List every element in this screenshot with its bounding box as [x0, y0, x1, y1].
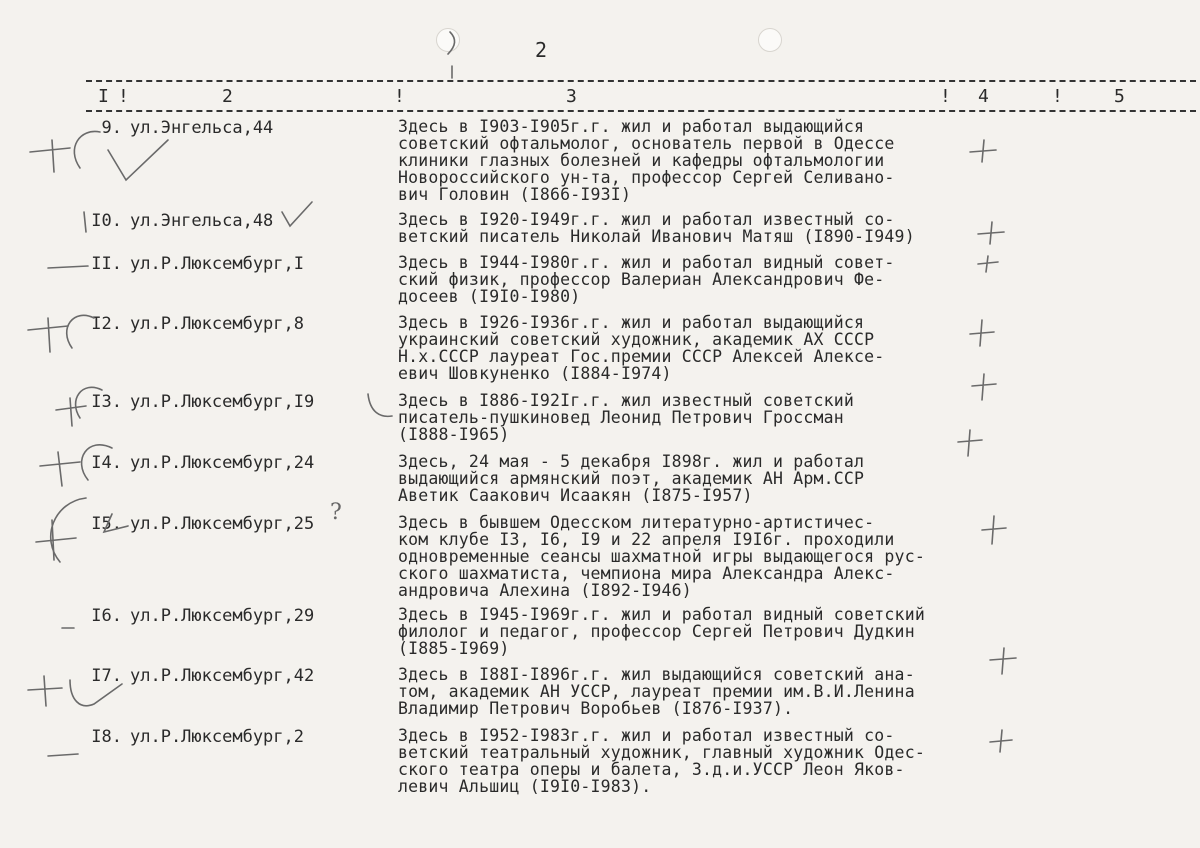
punch-hole-left — [436, 28, 460, 52]
row-number: I4. — [91, 453, 122, 473]
row-description: Здесь в I920-I949г.г. жил и работал известный со- ветский писатель Николай Иванович Матяш (I890-I949) — [398, 210, 915, 246]
dash-mark — [48, 754, 78, 756]
header-separator-4: ! — [1052, 86, 1063, 107]
plus-mark-col4 — [978, 222, 1004, 244]
row-description: Здесь в бывшем Одесском литературно-артистичес- ком клубе I3, I6, I9 и 22 апреля I9I6г. проходили одновременные сеансы шахматной игры выдающегося рус- ского шахматиста, чемпиона мира Александра Алекс- андровича Алехина (I892-I946) — [398, 513, 925, 600]
header-col-2: 2 — [222, 86, 233, 107]
row-description: Здесь в I886-I92Iг.г. жил известный советский писатель-пушкиновед Леонид Петрович Гроссман (I888-I965) — [398, 391, 855, 444]
row-number: I5. — [91, 514, 122, 534]
plus-mark — [40, 452, 80, 486]
plus-mark-col4 — [970, 320, 994, 346]
plus-mark-col4 — [990, 648, 1016, 674]
row-description: Здесь в I952-I983г.г. жил и работал известный со- ветский театральный художник, главный художник Одес- ского театра оперы и балета, З.д.и.УССР Леон Яков- левич Альшиц (I9I0-I983). — [398, 726, 925, 796]
row-description: Здесь в I926-I936г.г. жил и работал выдающийся украинский советский художник, академик АХ СССР Н.х.СССР лауреат Гос.премии СССР Алексей Алексе- евич Шовкуненко (I884-I974) — [398, 313, 885, 383]
plus-mark — [28, 676, 62, 706]
row-number: I0. — [91, 211, 122, 231]
row-number: I8. — [91, 727, 122, 747]
row-number: 9. — [101, 118, 122, 138]
row-address: ул.Р.Люксембург,I9 — [130, 392, 315, 412]
plus-mark-col4 — [982, 516, 1006, 544]
row-number: I6. — [91, 606, 122, 626]
check-mark — [282, 202, 312, 226]
plus-mark — [28, 318, 68, 352]
check-mark — [368, 394, 392, 416]
dash-mark — [48, 266, 88, 268]
row-address: ул.Энгельса,44 — [130, 118, 274, 138]
punch-hole-right — [758, 28, 782, 52]
row-description: Здесь в I903-I905г.г. жил и работал выдающийся советский офтальмолог, основатель первой в Одессе клиники глазных болезней и кафедры офтальмологии Новороссийского ун-та, профессор Сергей Селивано- вич Головин (I866-I93I) — [398, 117, 895, 204]
row-description: Здесь в I945-I969г.г. жил и работал видный советский филолог и педагог, профессор Сергей Петрович Дудкин (I885-I969) — [398, 605, 925, 658]
plus-mark-col4 — [972, 374, 996, 400]
header-col-3: 3 — [566, 86, 577, 107]
page-number: 2 — [535, 38, 548, 62]
row-address: ул.Р.Люксембург,8 — [130, 314, 304, 334]
row-address: ул.Р.Люксембург,25 — [130, 514, 315, 534]
header-separator-1: ! — [118, 86, 129, 107]
plus-mark — [30, 140, 70, 172]
check-mark — [108, 140, 168, 180]
row-number: I7. — [91, 666, 122, 686]
header-rule-bottom — [86, 110, 1196, 112]
plus-mark-col4 — [958, 430, 982, 456]
row-address: ул.Р.Люксембург,I — [130, 254, 304, 274]
plus-mark — [56, 398, 86, 426]
row-number: I3. — [91, 392, 122, 412]
row-address: ул.Р.Люксембург,2 — [130, 727, 304, 747]
handwritten-question-mark: ? — [330, 500, 342, 525]
row-description: Здесь, 24 мая - 5 декабря I898г. жил и работал выдающийся армянский поэт, академик АН Арм.ССР Аветик Саакович Исаакян (I875-I957) — [398, 452, 865, 505]
circle-mark — [51, 498, 86, 562]
header-separator-3: ! — [940, 86, 951, 107]
header-separator-2: ! — [394, 86, 405, 107]
plus-mark — [36, 520, 76, 560]
header-col-4: 4 — [978, 86, 989, 107]
plus-mark-col4 — [990, 730, 1012, 752]
header-rule-top — [86, 80, 1196, 82]
row-address: ул.Р.Люксембург,42 — [130, 666, 315, 686]
plus-mark-col4 — [970, 140, 996, 162]
row-number: II. — [91, 254, 122, 274]
row-number: I2. — [91, 314, 122, 334]
plus-mark-col4 — [978, 256, 998, 272]
row-address: ул.Энгельса,48 — [130, 211, 274, 231]
row-address: ул.Р.Люксембург,24 — [130, 453, 315, 473]
header-col-1: I — [98, 86, 109, 107]
row-description: Здесь в I944-I980г.г. жил и работал видный совет- ский физик, профессор Валериан Александрович Фе- досеев (I9I0-I980) — [398, 253, 895, 306]
row-address: ул.Р.Люксембург,29 — [130, 606, 315, 626]
header-col-5: 5 — [1114, 86, 1125, 107]
row-description: Здесь в I88I-I896г.г. жил выдающийся советский ана- том, академик АН УССР, лауреат премии им.В.И.Ленина Владимир Петрович Воробьев (I876-I937). — [398, 665, 915, 718]
